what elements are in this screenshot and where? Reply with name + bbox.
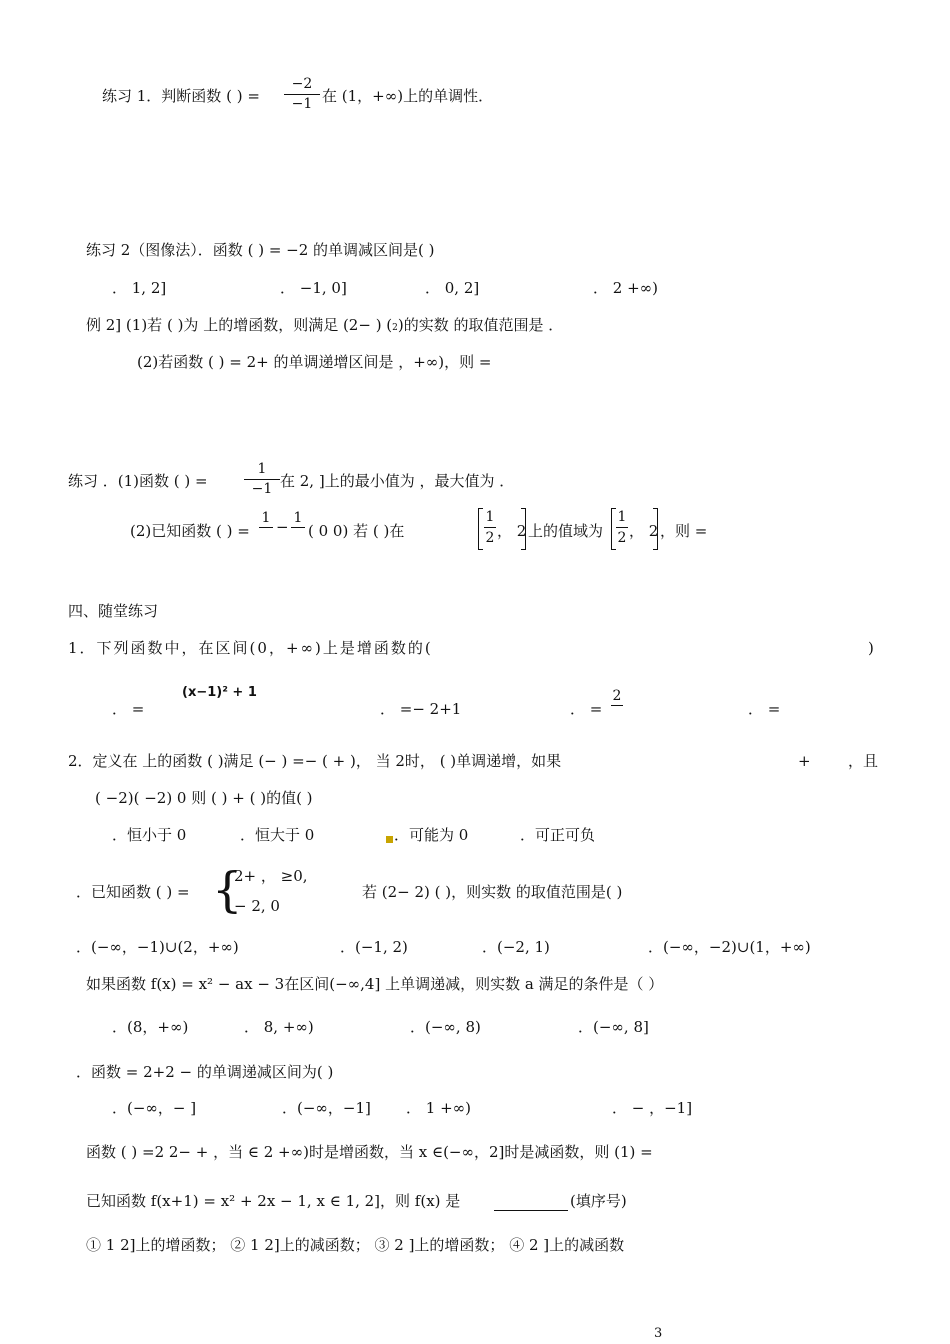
question-1-option-b: ． =− 2+1 <box>380 700 462 718</box>
question-2-line-1-plus: + <box>798 752 811 770</box>
interval-2-half-denominator: 2 <box>617 530 627 546</box>
exercise-3-part-1-numerator: 1 <box>257 461 267 477</box>
exercise-3-part-2-frac-2-bar <box>291 527 305 528</box>
question-3-prefix: ．已知函数 ( ) = <box>76 883 190 901</box>
question-3-case-2: − 2, 0 <box>234 897 280 915</box>
section-4-title: 四、随堂练习 <box>68 602 159 620</box>
exercise-3-part-1-denominator: −1 <box>251 481 273 497</box>
piecewise-brace: { <box>212 862 243 918</box>
exercise-3-part-1-prefix: 练习 ．(1)函数 ( ) = <box>68 472 208 490</box>
interval-1-right-bracket <box>521 508 526 550</box>
exercise-3-part-2-range-label: 上的值域为 <box>528 522 604 540</box>
question-1-option-c-bar <box>611 705 623 706</box>
exercise-3-part-2-prefix: (2)已知函数 ( ) = <box>130 522 250 540</box>
exercise-3-part-2-frac-1-bar <box>259 527 273 528</box>
page-number: 3 <box>654 1326 663 1341</box>
exercise-3-part-2-tail: ，则 = <box>660 522 708 540</box>
interval-1-half-denominator: 2 <box>485 530 495 546</box>
exercise-1-prefix: 练习 1．判断函数 ( ) = <box>102 87 260 105</box>
question-5-stem: ．函数 = 2+2 − 的单调递减区间为( ) <box>76 1063 334 1081</box>
question-7-answer-blank[interactable] <box>494 1210 568 1211</box>
interval-2-upper: ， 2 <box>629 522 659 540</box>
exercise-2-option-a: ． 1, 2] <box>112 279 167 297</box>
example-2-line-2: (2)若函数 ( ) = 2+ 的单调递增区间是 ，+∞)，则 = <box>137 353 492 371</box>
interval-1-half-bar <box>484 527 496 528</box>
question-5-option-c: ． 1 +∞) <box>406 1099 471 1117</box>
question-1-close-paren: ) <box>868 639 874 657</box>
highlight-marker <box>386 836 393 843</box>
question-5-option-b: ．(−∞，−1] <box>282 1099 371 1117</box>
question-3-tail: 若 (2− 2) ( )，则实数 的取值范围是( ) <box>362 883 623 901</box>
question-1-option-a: ． = <box>112 700 145 718</box>
exercise-2-option-c: ． 0, 2] <box>425 279 480 297</box>
question-4-option-a: ．(8，+∞) <box>112 1018 189 1036</box>
question-4-option-b: ． 8, +∞) <box>244 1018 314 1036</box>
question-3-option-b: ．(−1, 2) <box>340 938 408 956</box>
question-7-fill-hint: (填序号) <box>570 1192 627 1210</box>
question-2-line-1-end: ，且 <box>848 752 879 770</box>
question-2-option-b: ．恒大于 0 <box>240 826 315 844</box>
exercise-1-fraction-denominator: −1 <box>291 96 313 112</box>
exercise-3-part-1-fraction-bar <box>244 479 280 480</box>
exercise-3-part-1-suffix: 在 2, ]上的最小值为 ，最大值为 ． <box>280 472 515 490</box>
question-4-option-c: ．(−∞, 8) <box>410 1018 481 1036</box>
exercise-2-option-d: ． 2 +∞) <box>593 279 658 297</box>
question-2-option-a: ．恒小于 0 <box>112 826 187 844</box>
question-6-line: 函数 ( ) =2 2− + ，当 ∈ 2 +∞)时是增函数，当 x ∈(−∞，2]时是减函数，则 (1) = <box>86 1143 653 1161</box>
question-2-line-1: 2．定义在 上的函数 ( )满足 (− ) =− ( + )， 当 2时， ( )单调递增，如果 <box>68 752 562 770</box>
question-3-option-c: ．(−2, 1) <box>482 938 550 956</box>
exercise-1-fraction-numerator: −2 <box>291 76 313 92</box>
question-3-option-d: ．(−∞，−2)∪(1，+∞) <box>648 938 811 956</box>
exercise-3-part-2-frac-2-numerator: 1 <box>293 510 303 526</box>
question-1-stem: 1．下列函数中，在区间(0，+∞)上是增函数的( <box>68 639 433 657</box>
question-5-option-a: ．(−∞，− ] <box>112 1099 197 1117</box>
question-1-option-a-expression: (x−1)² + 1 <box>182 685 257 700</box>
exercise-1-fraction-bar <box>284 94 320 95</box>
question-1-option-d: ． = <box>748 700 781 718</box>
interval-2-right-bracket <box>653 508 658 550</box>
question-5-option-d: ． − ，−1] <box>612 1099 693 1117</box>
interval-1-upper: ， 2 <box>497 522 527 540</box>
exercise-3-part-2-minus: − <box>276 518 289 536</box>
exercise-2-stem: 练习 2（图像法）．函数 ( ) = −2 的单调减区间是( ) <box>86 241 435 259</box>
example-2-line-1-tail: )的实数 的取值范围是 ． <box>397 316 564 334</box>
question-3-case-1: 2+ ， ≥0, <box>234 867 308 885</box>
question-1-option-c: ． = <box>570 700 603 718</box>
question-3-option-a: ．(−∞，−1)∪(2，+∞) <box>76 938 239 956</box>
question-4-stem: 如果函数 f(x) = x² − ax − 3在区间(−∞,4] 上单调递减，则实数 a 满足的条件是（ ） <box>86 975 664 993</box>
question-2-option-d: ．可正可负 <box>520 826 596 844</box>
question-7-choices: ① 1 2]上的增函数； ② 1 2]上的减函数； ③ 2 ]上的增函数； ④ 2 ]上的减函数 <box>86 1236 625 1254</box>
question-4-option-d: ．(−∞, 8] <box>578 1018 649 1036</box>
interval-2-half-bar <box>616 527 628 528</box>
exercise-3-part-2-middle: ( 0 0) 若 ( )在 <box>308 522 405 540</box>
exercise-1-suffix: 在 (1，+∞)上的单调性． <box>322 87 494 105</box>
example-2-line-1-text: 例 2] (1)若 ( )为 上的增函数，则满足 (2− ) ( <box>86 316 393 334</box>
question-2-line-2: ( −2)( −2) 0 则 ( ) + ( )的值( ) <box>95 789 313 807</box>
exercise-2-option-b: ． −1, 0] <box>280 279 347 297</box>
interval-2-half-numerator: 1 <box>617 509 627 525</box>
question-7-line: 已知函数 f(x+1) = x² + 2x − 1, x ∈ 1, 2]，则 f(x) 是 <box>86 1192 461 1210</box>
question-1-option-c-numerator: 2 <box>612 688 622 704</box>
question-2-option-c: ．可能为 0 <box>394 826 469 844</box>
exercise-3-part-2-frac-1-numerator: 1 <box>261 510 271 526</box>
interval-1-half-numerator: 1 <box>485 509 495 525</box>
example-2-line-1 <box>86 315 563 338</box>
example-2-line-1-sub: 2 <box>392 323 398 333</box>
